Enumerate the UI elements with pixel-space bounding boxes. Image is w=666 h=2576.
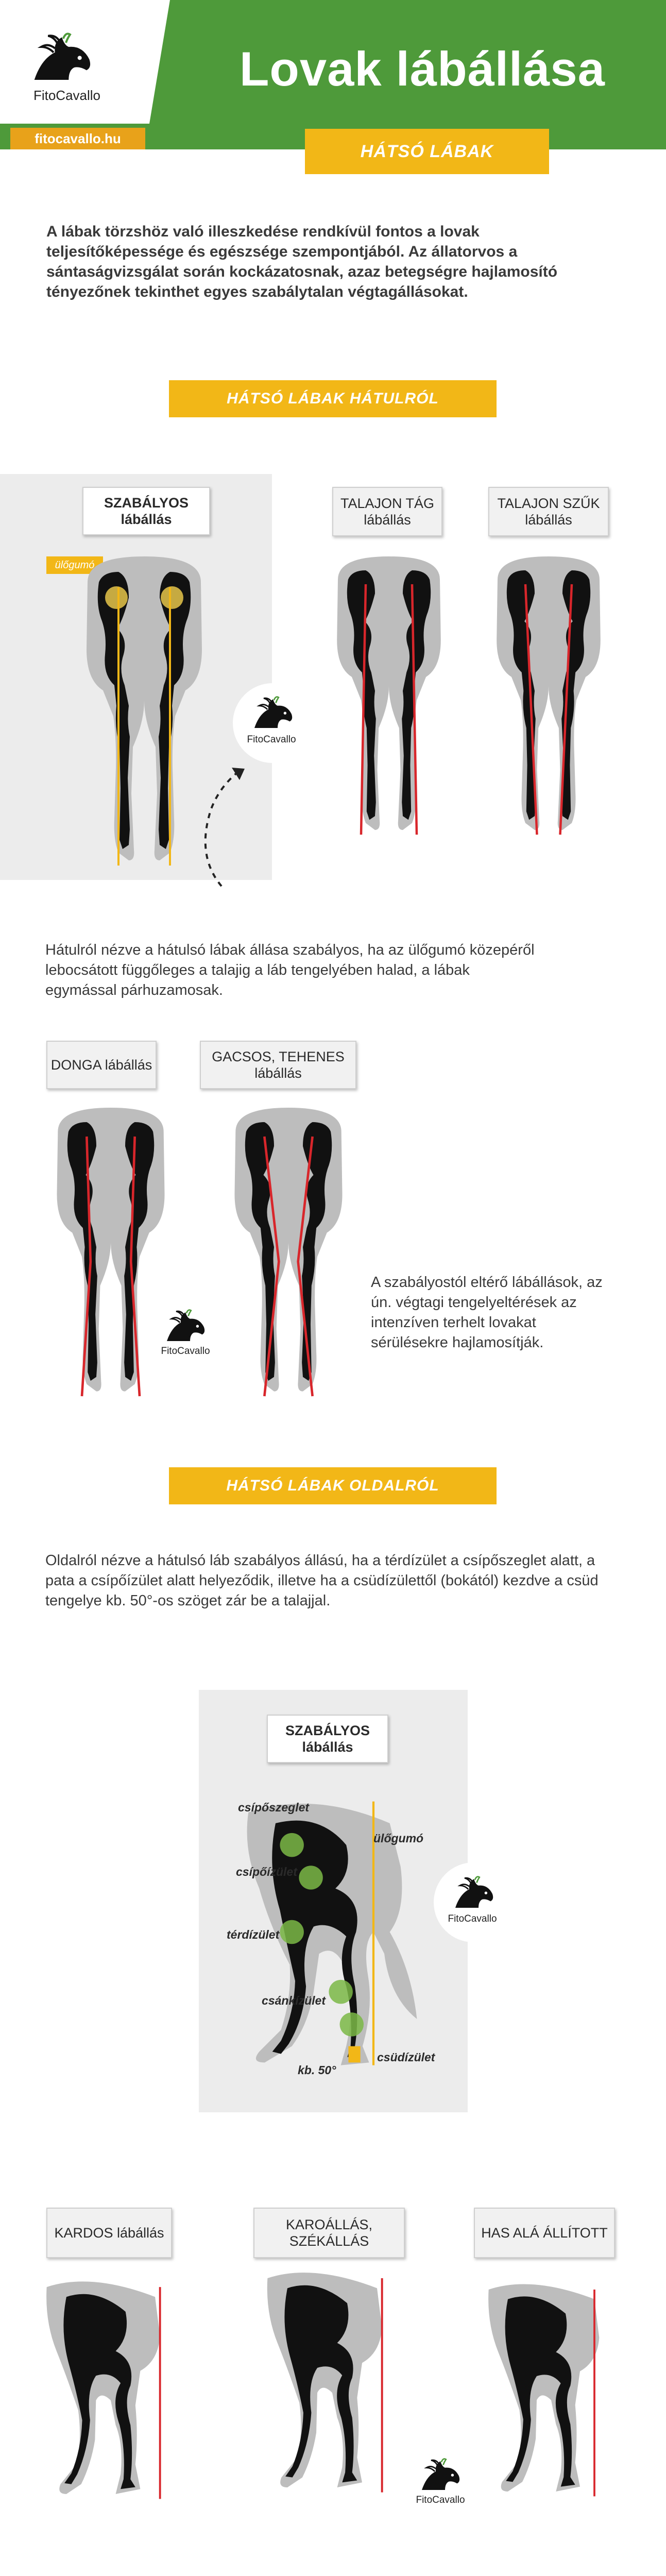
intro-text: A lábak törzshöz való illeszkedése rendkívül fontos a lovak teljesítőképessége és egészsége szempontjából. Az állatorvos a sántaságvizsgálat során kockázatosnak, azaz betegségre hajlamosító tényezőnek tekinthet egyes szabálytalan végtagállásokat. <box>46 223 558 300</box>
fitocavallo-logo-icon <box>446 1875 502 1912</box>
narrow-rear-legs <box>479 551 618 840</box>
rear-irregular-text: A szabályostól eltérő lábállások, az ún. végtagi tengelyeltérések az intenzíven terhelt lovakat sérülésekre hajlamosítják. <box>371 1274 603 1351</box>
label-regular: SZABÁLYOS lábállás <box>82 487 210 535</box>
ann-ulogumo: ülőgumó <box>373 1832 424 1845</box>
label-side-regular: SZABÁLYOS lábállás <box>267 1715 388 1763</box>
logo-badge-name: FitoCavallo <box>247 734 296 745</box>
ann-csipoizulet: csípőízület <box>236 1865 297 1878</box>
subtitle-badge: HÁTSÓ LÁBAK <box>305 129 549 174</box>
brand-name: FitoCavallo <box>33 88 101 103</box>
logo-area <box>0 0 170 149</box>
dashed-arrow-icon <box>196 762 258 891</box>
fitocavallo-logo-icon <box>245 696 301 733</box>
label-camped: KAROÁLLÁS, SZÉKÁLLÁS <box>253 2208 405 2258</box>
sickle-side-leg <box>36 2277 185 2504</box>
fitocavallo-logo-icon <box>21 31 103 88</box>
label-sickle: KARDOS lábállás <box>46 2208 172 2258</box>
under-side-leg <box>479 2277 623 2504</box>
label-under: HAS ALÁ ÁLLÍTOTT <box>474 2208 615 2258</box>
label-cowhocked: GACSOS, TEHENES lábállás <box>200 1041 356 1089</box>
logo-name-3: FitoCavallo <box>448 1913 497 1924</box>
ann-angle: kb. 50° <box>298 2063 336 2077</box>
section-heading-rear: HÁTSÓ LÁBAK HÁTULRÓL <box>169 380 497 417</box>
ann-terdizulet: térdízület <box>227 1928 280 1941</box>
ann-csankizulet: csánkízület <box>262 1994 326 2007</box>
label-wide: TALAJON TÁG lábállás <box>332 487 442 536</box>
fitocavallo-logo-icon <box>157 1309 214 1346</box>
camped-side-leg <box>258 2267 407 2499</box>
label-bowed: DONGA lábállás <box>46 1041 157 1089</box>
rear-regular-text: Hátulról nézve a hátulsó lábak állása szabályos, ha az ülőgumó közepéről lebocsátott függőleges a talajig a láb tengelyében halad, a lábak egymással párhuzamosak. <box>45 942 535 998</box>
site-link[interactable]: fitocavallo.hu <box>10 128 145 149</box>
wide-rear-legs <box>319 551 458 840</box>
ann-csudizulet: csüdízület <box>377 2050 435 2064</box>
side-regular-text: Oldalról nézve a hátulsó láb szabályos állású, ha a térdízület a csípőszeglet alatt, a pata a csípőízület alatt helyeződik, illetve ha a csüdízülettől (bokától) kezdve a csüd tengelye kb. 50°-os szöget zár be a talajjal. <box>45 1552 599 1609</box>
label-narrow: TALAJON SZŰK lábállás <box>488 487 609 536</box>
page-title: Lovak lábállása <box>240 42 605 96</box>
cowhocked-rear-legs <box>216 1103 361 1401</box>
ulogumo-tag: ülőgumó <box>46 556 103 574</box>
fitocavallo-logo-icon <box>412 2458 469 2495</box>
ann-csiposzeglet: csípőszeglet <box>238 1801 310 1814</box>
logo-name-2: FitoCavallo <box>161 1346 210 1357</box>
logo-name-4: FitoCavallo <box>416 2495 465 2505</box>
section-heading-side: HÁTSÓ LÁBAK OLDALRÓL <box>169 1467 497 1504</box>
